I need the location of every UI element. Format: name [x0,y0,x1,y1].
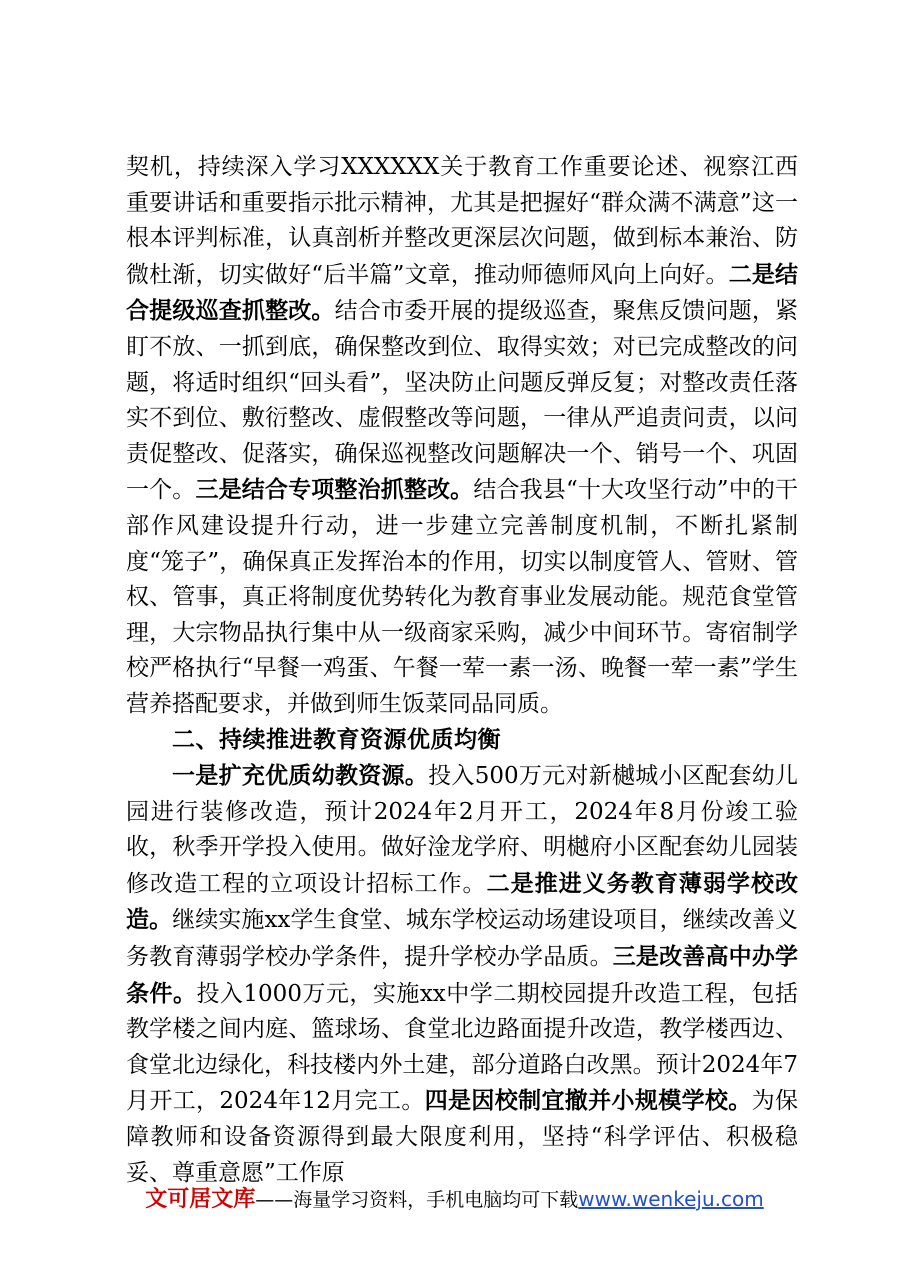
bold-point-one: 一是扩充优质幼教资源。 [172,762,429,790]
paragraph-text: 契机，持续深入学习XXXXXX关于教育工作重要论述、视察江西重要讲话和重要指示批示精神，尤其是把握好“群众满不满意”这一根本评判标准，认真剖析并整改更深层次问题，做到标本兼治、防微杜渐，切实做好“后半篇”文章，推动师德师风向上向好。 [126,154,798,288]
section-heading-2: 二、持续推进教育资源优质均衡 [172,726,501,753]
paragraph-text: 结合市委开展的提级巡查，聚焦反馈问题，紧盯不放、一抓到底，确保整改到位、取得实效；对已完成整改的问题，将适时组织“回头看”，坚决防止问题反弹反复；对整改责任落实不到位、敷衍整改、虚假整改等问题，一律从严追责问责，以问责促整改、促落实，确保巡视整改问题解决一个、销号一个、巩固一个。 [126,298,799,504]
bold-point-four: 四是因校制宜撤并小规模学校。 [424,1087,752,1115]
paragraph-text: 为保障教师和设备资源得到最大限度利用，坚持“科学评估、积极稳妥、尊重意愿”工作原 [126,1088,798,1186]
paragraph-text: 结合我县“十大攻坚行动”中的干部作风建设提升行动，进一步建立完善制度机制，不断扎紧制度“笼子”，确保真正发挥治本的作用，切实以制度管人、管财、管权、管事，真正将制度优势转化为教育事业发展动能。规范食堂管理，大宗物品执行集中从一级商家采购，减少中间环节。寄宿制学校严格执行“早餐一鸡蛋、午餐一荤一素一汤、晚餐一荤一素”学生营养搭配要求，并做到师生饭菜同品同质。 [126,477,799,717]
paragraph-resources [126,758,798,1191]
footer-tagline: ——海量学习资料，手机电脑均可下载 [255,1189,579,1211]
footer-watermark [0,1182,909,1213]
paragraph-text: 投入1000万元，实施xx中学二期校园提升改造工程，包括教学楼之间内庭、篮球场、食堂北边路面提升改造，教学楼西边、食堂北边绿化，科技楼内外土建，部分道路白改黑。预计2024年7月开工，2024年12月完工。 [126,980,799,1115]
paragraph-text: 继续实施xx学生食堂、城东学校运动场建设项目，继续改善义务教育薄弱学校办学条件，提升学校办学品质。 [126,907,798,971]
paragraph-rectification [126,150,798,723]
footer-brand: 文可居文库 [145,1187,256,1212]
footer-url-link[interactable]: www.wenkeju.com [578,1187,764,1211]
paragraph-text: 投入500万元对新樾城小区配套幼儿园进行装修改造，预计2024年2月开工，2024年8月份竣工验收，秋季开学投入使用。做好淦龙学府、明樾府小区配套幼儿园装修改造工程的立项设计招标工作。 [126,763,798,897]
bold-point-two: 二是推进义务教育薄弱学校改造。 [126,869,799,934]
document-body [126,150,798,1191]
bold-point-two: 二是结合提级巡查抓整改。 [126,260,798,325]
bold-point-three: 三是结合专项整治抓整改。 [195,476,474,504]
bold-point-three: 三是改善高中办学条件。 [126,943,799,1007]
